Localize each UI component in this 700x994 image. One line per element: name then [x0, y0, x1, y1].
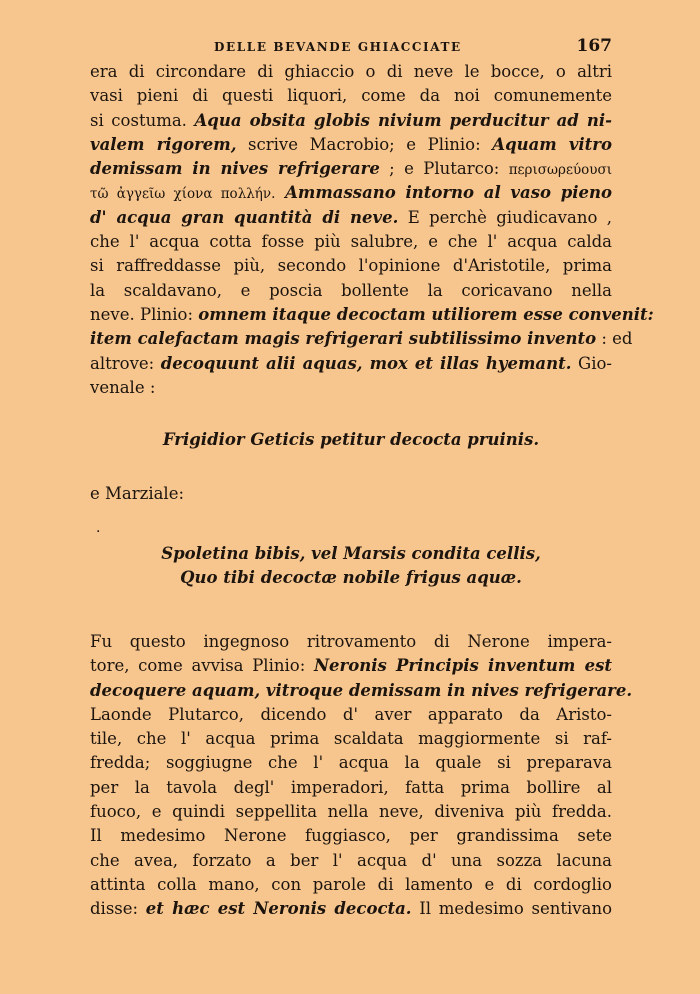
verse-marziale [90, 542, 612, 591]
text-span: disse: [90, 899, 146, 919]
latin-quote: Aqua obsita globis nivium perducitur ad ni- [194, 110, 612, 130]
verse-line: Frigidior Geticis petitur decocta pruinis. [162, 430, 540, 449]
text-line: per la tavola degl' imperadori, fatta prima bollire al [90, 777, 612, 797]
text-span: : ed [596, 329, 633, 349]
text-span: ; e Plutarco: [379, 159, 509, 179]
text-line: Laonde Plutarco, dicendo d' aver apparato da Aristo- [90, 704, 612, 724]
verse-giovenale [90, 428, 612, 452]
text-line: tile, che l' acqua prima scaldata maggiormente si raf- [90, 729, 612, 749]
text-span: tore, come avvisa Plinio: [90, 656, 314, 676]
text-line: si raffreddasse più, secondo l'opinione d'Aristotile, prima [90, 256, 612, 276]
text-line: venale : [90, 377, 156, 397]
text-line [90, 654, 612, 678]
latin-quote: Aquam vitro [492, 134, 612, 154]
stray-mark: · [96, 524, 101, 540]
text-line [90, 303, 654, 327]
text-line: era di circondare di ghiaccio o di neve le bocce, o altri [90, 62, 612, 81]
text-line: vasi pieni di questi liquori, come da noi comunemente [90, 86, 612, 106]
text-line: fuoco, e quindi seppellita nella neve, diveniva più fredda. [90, 802, 612, 822]
text-line: Fu questo ingegnoso ritrovamento di Nerone impera- [90, 632, 612, 651]
italian-gloss: Ammassano intorno al vaso pieno [275, 183, 612, 203]
verse-line: Quo tibi decoctæ nobile frigus aquæ. [180, 568, 522, 588]
text-span: altrove: [90, 353, 161, 373]
text-line [90, 206, 612, 230]
text-line [90, 133, 612, 157]
text-line: attinta colla mano, con parole di lamento e di cordoglio [90, 874, 612, 894]
text-span: E perchè giudicavano , [398, 207, 613, 227]
text-line: che l' acqua cotta fosse più salubre, e che l' acqua calda [90, 232, 612, 252]
greek-quote: τῶ ἀγγεῖω χίονα πολλήν. [90, 186, 276, 203]
text-span: Il medesimo sentivano [411, 899, 612, 919]
latin-quote: omnem itaque decoctam utiliorem esse convenit: [198, 304, 654, 324]
running-title: DELLE BEVANDE GHIACCIATE [214, 40, 462, 54]
page-header [90, 36, 612, 60]
paragraph-1 [90, 60, 654, 400]
greek-quote: περισωρεύουσι [508, 162, 612, 179]
latin-quote: et hæc est Neronis decocta. [145, 899, 412, 919]
latin-quote: item calefactam magis refrigerari subtilissimo invento [90, 329, 597, 349]
text-line: la scaldavano, e poscia bollente la coricavano nella [90, 280, 612, 300]
latin-quote: valem rigorem, [90, 134, 237, 154]
text-line: fredda; soggiugne che l' acqua la quale si preparava [90, 753, 612, 773]
latin-quote: demissam in nives refrigerare [90, 159, 380, 179]
text-span: scrive Macrobio; e Plinio: [236, 134, 493, 154]
italian-gloss: d' acqua gran quantità di neve. [90, 207, 399, 227]
text-line [90, 897, 612, 921]
latin-quote: decoquunt alii aquas, mox et illas hyemant. [160, 353, 572, 373]
verse-line: Spoletina bibis, vel Marsis condita cellis, [161, 544, 541, 563]
page-number: 167 [576, 36, 612, 56]
text-span: Gio- [571, 353, 612, 373]
text-line: Il medesimo Nerone fuggiasco, per grandissima sete [90, 826, 612, 846]
text-line: e Marziale: [90, 484, 185, 503]
paragraph-2 [90, 630, 633, 922]
text-span: si costuma. [90, 110, 187, 130]
marziale-intro [90, 482, 612, 506]
text-span: neve. Plinio: [90, 304, 199, 324]
text-line: decoquere aquam, vitroque demissam in nives refrigerare. [90, 680, 633, 700]
text-line [90, 352, 612, 376]
text-line [90, 157, 612, 181]
text-line [90, 181, 612, 205]
text-line [90, 327, 633, 351]
latin-quote: Neronis Principis inventum est [313, 656, 612, 676]
text-line: che avea, forzato a ber l' acqua d' una sozza lacuna [90, 850, 612, 870]
text-line [90, 109, 612, 133]
